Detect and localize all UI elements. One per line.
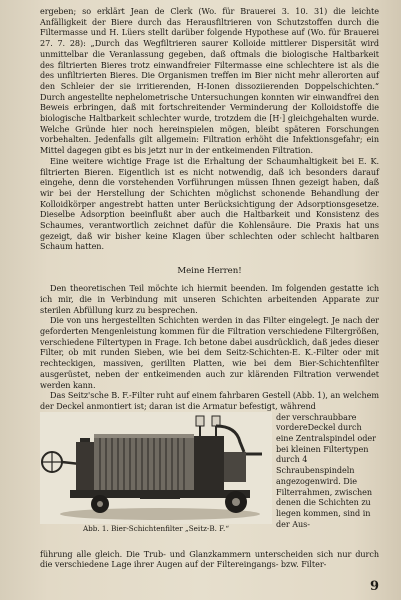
figure-bier-schichtenfilter	[40, 412, 272, 536]
wrapped-text	[276, 412, 379, 530]
paragraph-filter-types: Die von uns hergestellten Schichten werden in das Filter eingelegt. Je nach der geforderten Mengenleistung kommen für die Filtration verschiedene Filtergrößen, verschiedene Filtertypen in Frage. Ich betone dabei ausdrücklich, daß jedes dieser Filter, ob mit runden Sieben, wie bei dem Seitz-Schichten-E. K.-Filter oder mit rechteckigen, massiven, gerillten Platten, wie bei dem Bier-Schichtenfilter ausgerüstet, neben der entkeimenden auch zur klärenden Filtration verwendet werden kann.	[40, 315, 379, 390]
paragraph-intro: ergeben; so erklärt Jean de Clerk (Wo. für Brauerei 3. 10. 31) die leichte Anfälligkeit der Biere durch das Herausfiltrieren von Schutzstoffen durch die Filtermasse und H. Lüers stellt darüber folgende Hypothese auf (Wo. für Brauerei 27. 7. 28): „Durch das Wegfiltrieren saurer Kolloide mittlerer Dispersität wird unmittelbar die Veranlassung gegeben, daß oftmals die biologische Haltbarkeit des filtrierten Bieres trotz einwandfreier Filtermasse eine schlechtere ist als die des unfiltrierten Bieres. Die Organismen treffen im Bier nicht mehr allerorten auf den Schleier der sie irritierenden, H-Ionen dissoziierenden Doppelschichten.“ Durch angestellte nephelometrische Untersuchungen konnten wir einwandfrei den Beweis erbringen, daß mit fortschreitender Verminderung der Kolloidstoffe die biologische Haltbarkeit schlechter wurde, trotzdem die [H·] gleichgehalten wurde. Welche Gründe hier noch hereinspielen mögen, bleibt späteren Forschungen vorbehalten. Jedenfalls gilt allgemein: Filtration erhöht die Infektionsgefahr; ein Mittel dagegen gibt es bis jetzt nur in der entkeimenden Filtration.	[40, 6, 379, 156]
figure-block	[40, 412, 379, 549]
page-number: 9	[369, 579, 379, 594]
figure-caption: Abb. 1. Bier-Schichtenfilter „Seitz-B. F.“	[82, 523, 230, 533]
section-heading: Meine Herren!	[177, 266, 242, 277]
paragraph-bf-filter: Das Seitz'sche B. F.-Filter ruht auf einem fahrbaren Gestell (Abb. 1), an welchem der Deckel anmontiert ist; daran ist die Armatur befestigt, während	[40, 390, 379, 411]
paragraph-side: der verschraubbare vordereDeckel durch eine Zentralspindel oder bei kleinen Filtertypen durch 4 Schraubenspindeln angezogenwird. Die Filterrahmen, zwischen denen die Schichten zu liegen kommen, sind in der Aus-	[276, 411, 376, 529]
paragraph-bottom: führung alle gleich. Die Trub- und Glanzkammern unterscheiden sich nur durch die verschiedene Lage ihrer Augen auf der Filtereingangs- bzw. Filter-	[40, 548, 379, 570]
paragraph-foam: Eine weitere wichtige Frage ist die Erhaltung der Schaumhaltigkeit bei E. K. filtrierten Bieren. Eigentlich ist es nicht notwendig, daß ich besonders darauf eingehe, denn die vorstehenden Vorführungen müssen Ihnen gezeigt haben, daß wir bei der Herstellung der Schichten möglichst schonende Behandlung der Kolloidkörper angestrebt hatten unter Berücksichtigung der Adsorptionsgesetze. Dieselbe Adsorption beeinflußt aber auch die Haltbarkeit und Konsistenz des Schaumes, verantwortlich zeichnet dafür die Kohlensäure. Die Praxis hat uns gezeigt, daß wir bisher keine Klagen über schlechten oder schlecht haltbaren Schaum hatten.	[40, 155, 379, 252]
paragraph-theory-end: Den theoretischen Teil möchte ich hiermit beenden. Im folgenden gestatte ich ich mir, die in Verbindung mit unseren Schichten arbeitenden Apparate zur sterilen Abfüllung kurz zu besprechen.	[40, 283, 379, 315]
filter-plates	[94, 434, 194, 492]
filter-machine-illustration	[40, 412, 272, 524]
